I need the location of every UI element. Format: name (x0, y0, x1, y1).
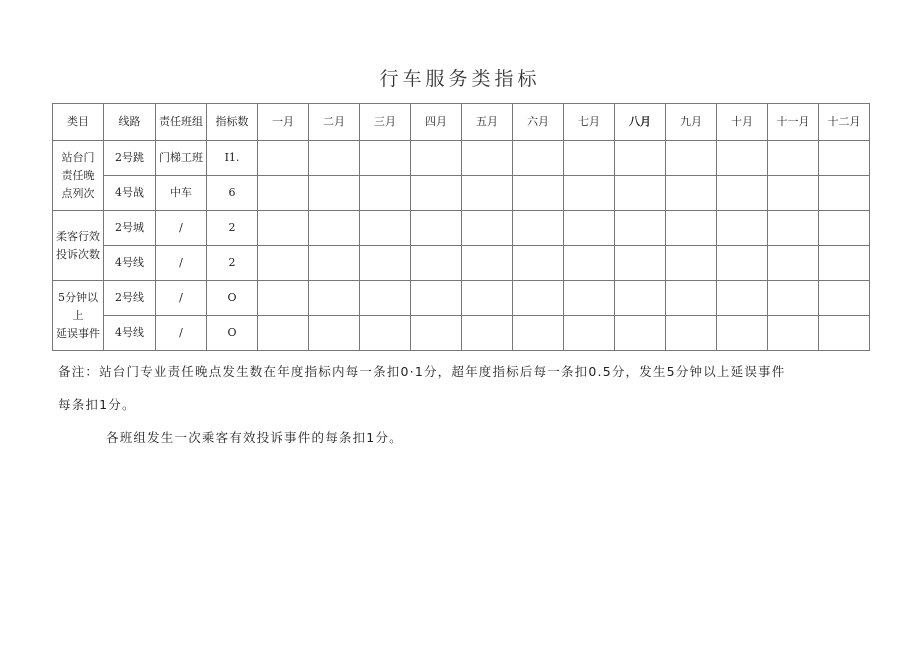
month-value-cell (615, 246, 666, 281)
month-value-cell (564, 176, 615, 211)
month-value-cell (309, 316, 360, 351)
month-value-cell (411, 141, 462, 176)
header-cell: 指标数 (207, 104, 258, 141)
month-value-cell (615, 176, 666, 211)
header-cell: 八月 (615, 104, 666, 141)
month-value-cell (666, 246, 717, 281)
month-value-cell (564, 281, 615, 316)
table-row (53, 246, 870, 281)
month-value-cell (258, 246, 309, 281)
month-value-cell (360, 316, 411, 351)
category-cell: 站台门 责任晚 点列次 (53, 141, 104, 211)
note-line-2: 每条扣1分。 (58, 397, 136, 412)
month-value-cell (513, 211, 564, 246)
month-value-cell (819, 211, 870, 246)
line-cell: 4号线 (104, 316, 156, 351)
month-value-cell (615, 211, 666, 246)
header-row (53, 104, 870, 141)
month-value-cell (513, 141, 564, 176)
month-value-cell (564, 211, 615, 246)
month-value-cell (309, 246, 360, 281)
month-value-cell (768, 246, 819, 281)
header-cell: 三月 (360, 104, 411, 141)
month-value-cell (666, 141, 717, 176)
month-value-cell (666, 176, 717, 211)
month-value-cell (258, 176, 309, 211)
header-cell: 责任班组 (156, 104, 207, 141)
month-value-cell (819, 246, 870, 281)
header-cell: 四月 (411, 104, 462, 141)
table-row (53, 141, 870, 176)
month-value-cell (258, 281, 309, 316)
header-cell: 十月 (717, 104, 768, 141)
line-cell: 2号城 (104, 211, 156, 246)
month-value-cell (360, 211, 411, 246)
month-value-cell (513, 316, 564, 351)
team-cell: / (156, 211, 207, 246)
month-value-cell (768, 281, 819, 316)
month-value-cell (360, 176, 411, 211)
month-value-cell (258, 211, 309, 246)
month-value-cell (819, 141, 870, 176)
month-value-cell (462, 176, 513, 211)
category-cell: 5分钟以上 延误事件 (53, 281, 104, 351)
month-value-cell (258, 316, 309, 351)
table-row (53, 316, 870, 351)
month-value-cell (309, 141, 360, 176)
month-value-cell (717, 246, 768, 281)
month-value-cell (513, 246, 564, 281)
month-value-cell (360, 141, 411, 176)
month-value-cell (819, 316, 870, 351)
month-value-cell (309, 281, 360, 316)
kpi-table (52, 103, 870, 351)
month-value-cell (717, 316, 768, 351)
month-value-cell (666, 316, 717, 351)
month-value-cell (615, 316, 666, 351)
month-value-cell (615, 281, 666, 316)
table-row (53, 281, 870, 316)
month-value-cell (462, 246, 513, 281)
month-value-cell (717, 141, 768, 176)
month-value-cell (768, 211, 819, 246)
table-row (53, 211, 870, 246)
month-value-cell (411, 281, 462, 316)
month-value-cell (462, 316, 513, 351)
header-cell: 一月 (258, 104, 309, 141)
month-value-cell (411, 176, 462, 211)
month-value-cell (564, 316, 615, 351)
month-value-cell (411, 211, 462, 246)
note-line-1: 备注：站台门专业责任晚点发生数在年度指标内每一条扣0·1分，超年度指标后每一条扣0.5分，发生5分钟以上延误事件 (58, 364, 786, 379)
month-value-cell (819, 281, 870, 316)
month-value-cell (666, 211, 717, 246)
table-row (53, 176, 870, 211)
team-cell: / (156, 246, 207, 281)
team-cell: 中车 (156, 176, 207, 211)
header-cell: 线路 (104, 104, 156, 141)
line-cell: 4号战 (104, 176, 156, 211)
month-value-cell (768, 316, 819, 351)
header-cell: 五月 (462, 104, 513, 141)
header-cell: 十二月 (819, 104, 870, 141)
line-cell: 2号线 (104, 281, 156, 316)
target-cell: 2 (207, 246, 258, 281)
month-value-cell (360, 281, 411, 316)
month-value-cell (309, 176, 360, 211)
month-value-cell (462, 281, 513, 316)
month-value-cell (666, 281, 717, 316)
header-cell: 六月 (513, 104, 564, 141)
target-cell: 2 (207, 211, 258, 246)
target-cell: 6 (207, 176, 258, 211)
header-cell: 十一月 (768, 104, 819, 141)
month-value-cell (717, 176, 768, 211)
target-cell: O (207, 281, 258, 316)
team-cell: / (156, 316, 207, 351)
team-cell: / (156, 281, 207, 316)
page-title: 行车服务类指标 (379, 68, 541, 90)
month-value-cell (411, 246, 462, 281)
month-value-cell (768, 176, 819, 211)
month-value-cell (717, 281, 768, 316)
month-value-cell (462, 211, 513, 246)
month-value-cell (258, 141, 309, 176)
header-cell: 类目 (53, 104, 104, 141)
note-line-3: 各班组发生一次乘客有效投诉事件的每条扣1分。 (106, 430, 403, 445)
target-cell: O (207, 316, 258, 351)
month-value-cell (564, 141, 615, 176)
month-value-cell (360, 246, 411, 281)
month-value-cell (615, 141, 666, 176)
month-value-cell (564, 246, 615, 281)
month-value-cell (462, 141, 513, 176)
team-cell: 门梯工班 (156, 141, 207, 176)
month-value-cell (819, 176, 870, 211)
month-value-cell (717, 211, 768, 246)
line-cell: 2号跳 (104, 141, 156, 176)
month-value-cell (768, 141, 819, 176)
month-value-cell (513, 281, 564, 316)
line-cell: 4号线 (104, 246, 156, 281)
category-cell: 柔客行效 投诉次数 (53, 211, 104, 281)
month-value-cell (309, 211, 360, 246)
month-value-cell (513, 176, 564, 211)
month-value-cell (411, 316, 462, 351)
header-cell: 二月 (309, 104, 360, 141)
target-cell: I1. (207, 141, 258, 176)
header-cell: 九月 (666, 104, 717, 141)
header-cell: 七月 (564, 104, 615, 141)
